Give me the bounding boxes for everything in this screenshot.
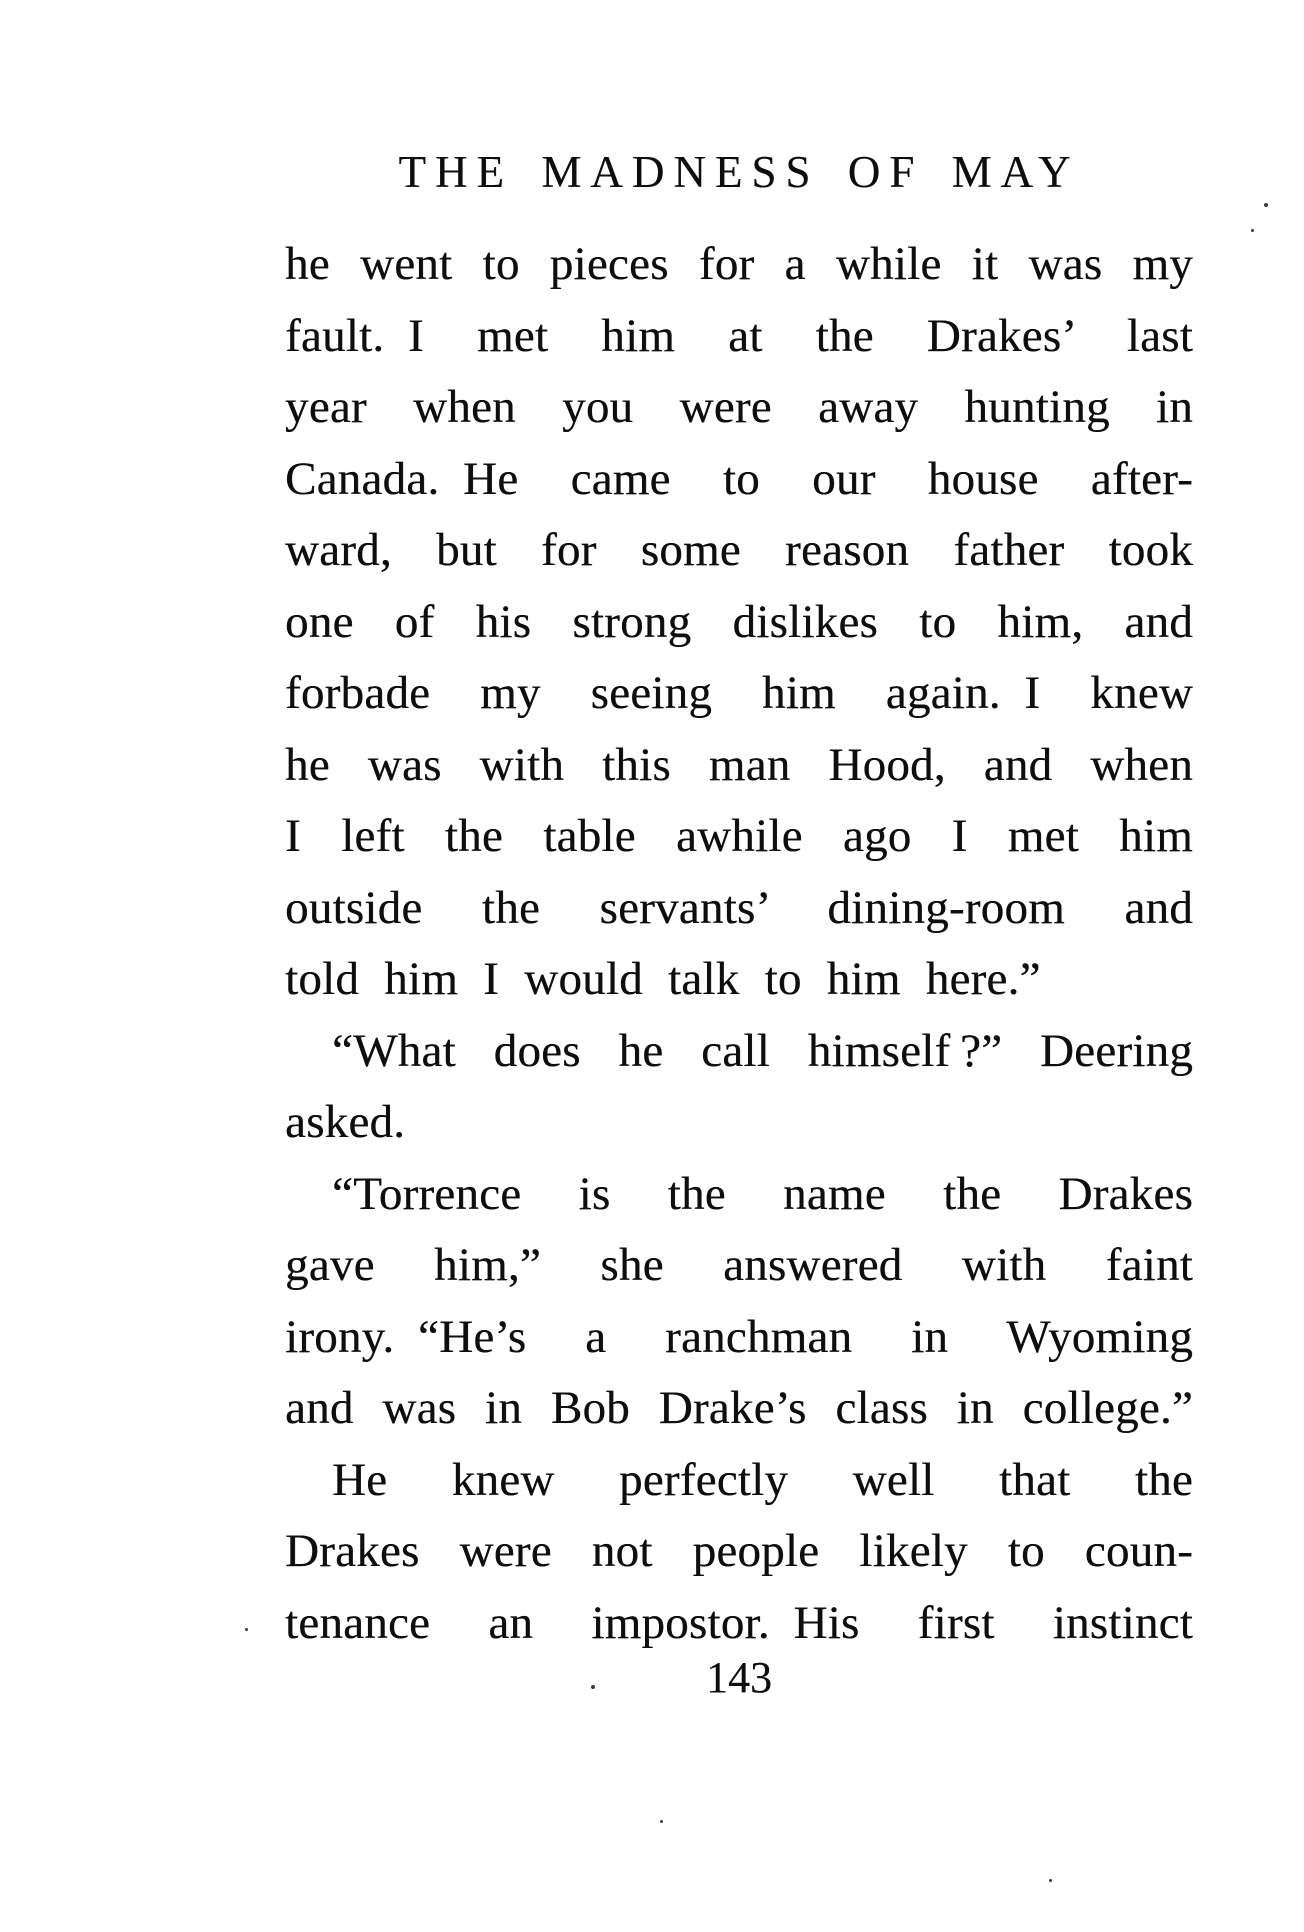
text-line: year when you were away hunting in: [285, 381, 1193, 433]
text-line: gave him,” she answered with faint: [285, 1239, 1193, 1291]
text-line: He knew perfectly well that the: [332, 1453, 1193, 1506]
text-line: outside the servants’ dining-room and: [285, 881, 1193, 934]
text-line: irony. “He’s a ranchman in Wyoming: [285, 1310, 1193, 1363]
scan-speck: [660, 1820, 663, 1823]
scan-speck: [1049, 1879, 1052, 1882]
text-line: Drakes were not people likely to coun-: [285, 1525, 1193, 1577]
scan-speck: [245, 1628, 248, 1631]
scan-speck: [591, 1685, 595, 1689]
text-line: he went to pieces for a while it was my: [285, 238, 1193, 290]
text-line: told him I would talk to him here.”: [285, 953, 1041, 1005]
text-line: Canada. He came to our house after-: [285, 452, 1193, 505]
text-line: he was with this man Hood, and when: [285, 738, 1193, 791]
scan-speck: [1251, 229, 1254, 232]
text-line: I left the table awhile ago I met him: [285, 810, 1193, 862]
text-line: ward, but for some reason father took: [285, 524, 1193, 576]
page-number: 143: [706, 1653, 772, 1702]
text-line: one of his strong dislikes to him, and: [285, 595, 1193, 648]
text-line: fault. I met him at the Drakes’ last: [285, 309, 1193, 362]
text-line: tenance an impostor. His first instinct: [285, 1596, 1193, 1649]
text-line: “What does he call himself ?” Deering: [332, 1024, 1193, 1077]
text-line: and was in Bob Drake’s class in college.”: [285, 1382, 1193, 1434]
scan-speck: [1264, 203, 1268, 207]
page-header: THE MADNESS OF MAY: [398, 147, 1080, 197]
text-line: forbade my seeing him again. I knew: [285, 667, 1193, 719]
text-line: asked.: [285, 1096, 406, 1148]
text-line: “Torrence is the name the Drakes: [332, 1167, 1193, 1220]
body-text: [285, 229, 1193, 1659]
